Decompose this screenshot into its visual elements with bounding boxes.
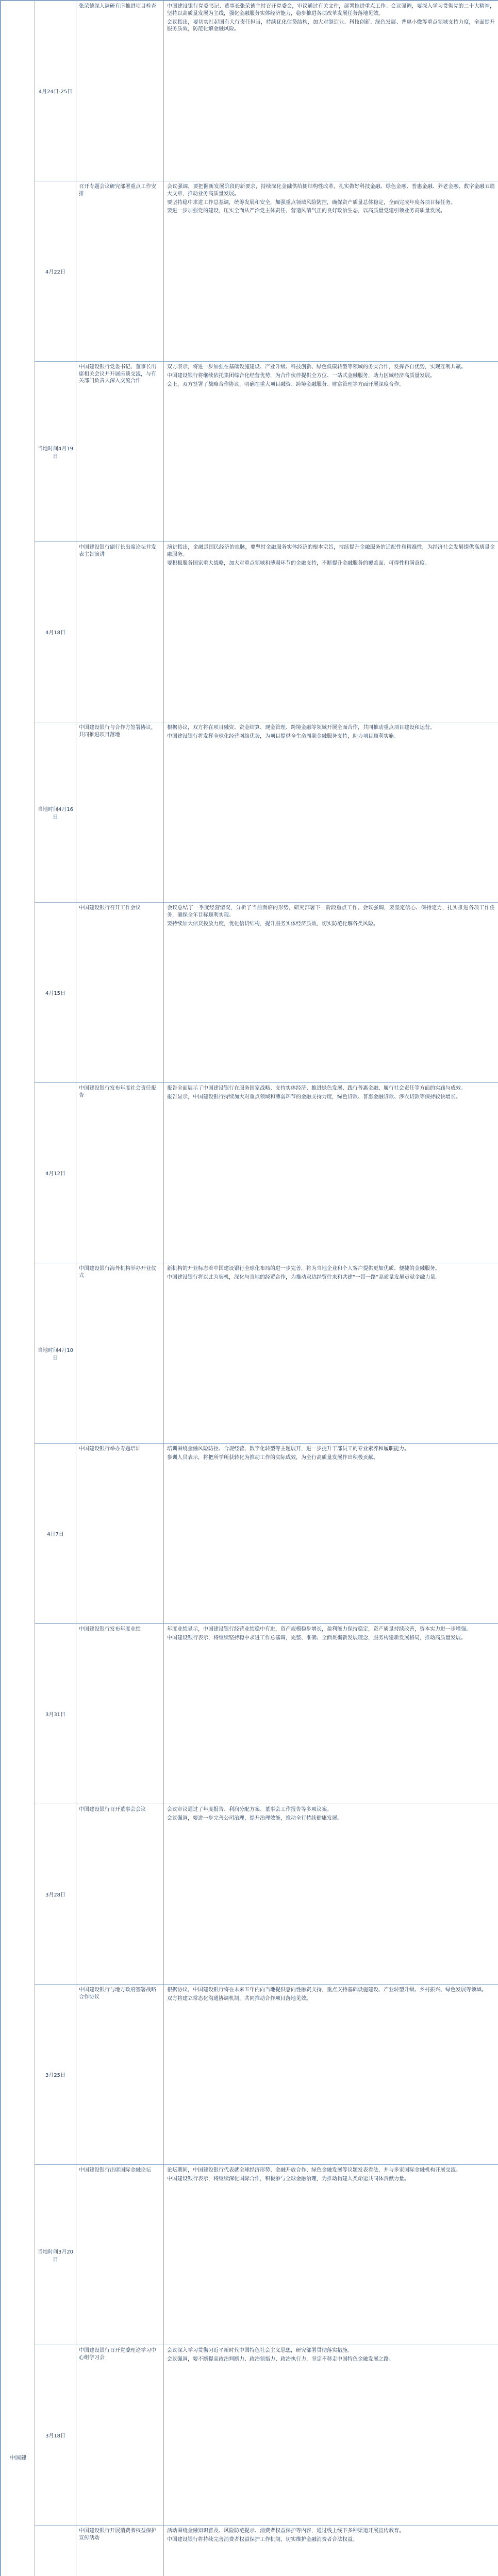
event-cell: 中国建设银行党委书记、董事长出席相关会议并开展座谈交流，与有关部门负责人深入交流合作 xyxy=(76,362,164,541)
content-paragraph: 中国建设银行将发挥全球化经营网络优势，为项目提供全生命周期金融服务支持，助力项目顺利实施。 xyxy=(167,733,399,739)
table-row xyxy=(35,2165,498,2345)
content-paragraph: 会议总结了一季度经营情况，分析了当前面临的形势，研究部署下一阶段重点工作。会议强调，要坚定信心、保持定力，扎实推进各项工作任务，确保全年目标顺利实现。 xyxy=(167,905,495,918)
date-cell xyxy=(35,2526,76,2576)
content-cell xyxy=(164,1,498,181)
table-row xyxy=(35,2526,498,2576)
table-row xyxy=(35,2345,498,2526)
content-paragraph: 会议深入学习贯彻习近平新时代中国特色社会主义思想，研究部署贯彻落实措施。 xyxy=(167,2348,353,2353)
table-row xyxy=(35,1,498,181)
event-cell: 中国建设银行召开党委理论学习中心组学习会 xyxy=(76,2345,164,2525)
event-cell: 中国建设银行与合作方签署协议，共同推进项目落地 xyxy=(76,722,164,902)
date-cell: 当地时间4月19日 xyxy=(35,362,76,541)
date-cell: 3月28日 xyxy=(35,1804,76,1984)
content-paragraph: 双方表示，将进一步加强在基础设施建设、产业升级、科技创新、绿色低碳转型等领域的务实合作，发挥各自优势，实现互利共赢。 xyxy=(167,364,466,370)
content-paragraph: 中国建设银行将持续完善消费者权益保护工作机制，切实维护金融消费者合法权益。 xyxy=(167,2536,358,2543)
event-cell: 中国建设银行发布年度业绩 xyxy=(76,1624,164,1804)
event-cell: 中国建设银行与地方政府签署战略合作协议 xyxy=(76,1985,164,2164)
content-paragraph: 根据协议，中国建设银行将在未来五年内向当地提供意向性融资支持，重点支持基础设施建设、产业转型升级、乡村振兴、绿色发展等领域。 xyxy=(167,1987,487,1993)
table-row xyxy=(35,542,498,722)
content-paragraph: 会议强调，要进一步完善公司治理，提升治理效能，推动全行持续健康发展。 xyxy=(167,1815,342,1821)
date-cell: 4月12日 xyxy=(35,1083,76,1263)
content-paragraph: 要进一步加强党的建设，压实全面从严治党主体责任，营造风清气正的良好政治生态，以高质量党建引领业务高质量发展。 xyxy=(167,208,445,214)
content-paragraph: 中国建设银行将以此为契机，深化与当地的经贸合作，为推动双边经贸往来和共建“一带一路”高质量发展贡献金融力量。 xyxy=(167,1274,441,1280)
content-paragraph: 报告显示，中国建设银行持续加大对重点领域和薄弱环节的金融支持力度，绿色贷款、普惠金融贷款、涉农贷款等保持较快增长。 xyxy=(167,1094,461,1100)
date-cell: 当地时间4月16日 xyxy=(35,722,76,902)
table-row xyxy=(35,1444,498,1624)
content-cell xyxy=(164,1083,498,1263)
category-label: 中国建 xyxy=(9,2454,27,2461)
event-cell: 中国建设银行副行长出席论坛并发表主旨演讲 xyxy=(76,542,164,722)
content-cell xyxy=(164,1263,498,1443)
content-paragraph: 参训人员表示，将把所学所获转化为推动工作的实际成效，为全行高质量发展作出积极贡献。 xyxy=(167,1454,378,1461)
content-paragraph: 要持续加大信贷投放力度，优化信贷结构，提升服务实体经济质效，切实防范化解各类风险。 xyxy=(167,921,378,927)
table-row xyxy=(35,362,498,542)
table-row xyxy=(35,1624,498,1804)
content-paragraph: 活动围绕金融知识普及、风险防范提示、消费者权益保护等内容，通过线上线下多种渠道开展宣传教育。 xyxy=(167,2528,404,2534)
content-paragraph: 会上，双方签署了战略合作协议，明确在重大项目融资、跨境金融服务、财富管理等方面开展深度合作。 xyxy=(167,381,404,387)
table-row xyxy=(35,181,498,362)
content-cell xyxy=(164,903,498,1082)
content-paragraph: 会议指出，要切实扛起国有大行责任担当，持续优化信贷结构，加大对制造业、科技创新、绿色发展、普惠小微等重点领域支持力度，全面提升服务质效，防范化解金融风险。 xyxy=(167,19,495,32)
content-paragraph: 会议强调，要把握新发展阶段的新要求，持续深化金融供给侧结构性改革，扎实做好科技金融、绿色金融、普惠金融、养老金融、数字金融五篇大文章，推动业务高质量发展。 xyxy=(167,184,495,197)
content-paragraph: 新机构的开业标志着中国建设银行全球化布局的进一步完善，将为当地企业和个人客户提供更加优质、便捷的金融服务。 xyxy=(167,1266,440,1272)
event-cell: 中国建设银行召开董事会会议 xyxy=(76,1804,164,1984)
content-paragraph: 根据协议，双方将在项目融资、资金结算、现金管理、跨境金融等领域开展全面合作，共同推动重点项目建设和运营。 xyxy=(167,725,435,731)
date-cell: 3月25日 xyxy=(35,1985,76,2164)
date-cell: 4月15日 xyxy=(35,903,76,1082)
table-row xyxy=(35,1083,498,1263)
content-paragraph: 双方将建立常态化沟通协调机制，共同推动合作项目落地见效。 xyxy=(167,1995,311,2002)
event-cell: 中国建设银行出席国际金融论坛 xyxy=(76,2165,164,2345)
content-paragraph: 年度业绩显示，中国建设银行经营业绩稳中有进，资产规模稳步增长，盈利能力保持稳定，资产质量持续改善，资本实力进一步增强。 xyxy=(167,1626,471,1632)
content-paragraph: 会议审议通过了年度报告、利润分配方案、董事会工作报告等多项议案。 xyxy=(167,1807,332,1812)
content-paragraph: 要积极服务国家重大战略，加大对重点领域和薄弱环节的金融支持，不断提升金融服务的覆盖面、可得性和满意度。 xyxy=(167,560,430,566)
table-row xyxy=(35,903,498,1083)
content-cell xyxy=(164,542,498,722)
content-paragraph: 演讲指出，金融是国民经济的血脉，要坚持金融服务实体经济的根本宗旨，持续提升金融服务的适配性和精准性，为经济社会发展提供高质量金融服务。 xyxy=(167,545,495,557)
event-cell: 中国建设银行海外机构举办开业仪式 xyxy=(76,1263,164,1443)
event-cell: 中国建设银行召开工作会议 xyxy=(76,903,164,1082)
table-row xyxy=(35,722,498,903)
date-cell: 当地时间3月20日 xyxy=(35,2165,76,2345)
table-row xyxy=(35,1985,498,2165)
content-paragraph: 中国建设银行表示，将继续坚持稳中求进工作总基调，完整、准确、全面贯彻新发展理念，服务构建新发展格局，推动高质量发展。 xyxy=(167,1635,466,1641)
content-cell xyxy=(164,2526,498,2576)
content-paragraph: 论坛期间，中国建设银行代表就全球经济形势、金融开放合作、绿色金融发展等议题发表看法，并与多家国际金融机构开展交流。 xyxy=(167,2167,461,2173)
content-cell xyxy=(164,1804,498,1984)
content-paragraph: 要坚持稳中求进工作总基调，统筹发展和安全，加强重点领域风险防控，确保资产质量总体稳定，全面完成年度各项目标任务。 xyxy=(167,199,456,206)
content-cell xyxy=(164,2345,498,2525)
content-paragraph: 中国建设银行表示，将继续深化国际合作，积极参与全球金融治理，为推动构建人类命运共同体贡献力量。 xyxy=(167,2176,409,2182)
event-cell: 中国建设银行开展消费者权益保护宣传活动 xyxy=(76,2526,164,2576)
event-cell: 中国建设银行举办专题培训 xyxy=(76,1444,164,1623)
category-column xyxy=(1,1,35,2576)
date-cell: 当地时间4月10日 xyxy=(35,1263,76,1443)
content-paragraph: 中国建设银行将继续依托集团综合化经营优势，为合作伙伴提供全方位、一站式金融服务，助力区域经济高质量发展。 xyxy=(167,372,435,379)
content-cell xyxy=(164,1444,498,1623)
content-cell xyxy=(164,1985,498,2164)
event-cell: 召开专题会议研究部署重点工作安排 xyxy=(76,181,164,361)
date-cell: 4月7日 xyxy=(35,1444,76,1623)
table-row xyxy=(35,1263,498,1444)
event-table xyxy=(35,1,498,2576)
content-cell xyxy=(164,1624,498,1804)
date-cell: 4月24日-25日 xyxy=(35,1,76,181)
content-paragraph: 中国建设银行党委书记、董事长张荣德主持召开党委会，审议通过有关文件，部署推进重点工作。会议强调，要深入学习贯彻党的二十大精神，坚持以高质量发展为主线，强化金融服务实体经济能力，稳步推进各项改革发展任务落地见效。 xyxy=(167,4,495,16)
content-paragraph: 培训围绕金融风险防控、合规经营、数字化转型等主题展开，进一步提升干部员工的专业素养和履职能力。 xyxy=(167,1446,409,1452)
content-cell xyxy=(164,722,498,902)
date-cell: 4月18日 xyxy=(35,542,76,722)
content-paragraph: 报告全面展示了中国建设银行在服务国家战略、支持实体经济、推进绿色发展、践行普惠金融、履行社会责任等方面的实践与成效。 xyxy=(167,1086,466,1091)
content-cell xyxy=(164,181,498,361)
content-cell xyxy=(164,2165,498,2345)
date-cell: 3月18日 xyxy=(35,2345,76,2525)
content-cell xyxy=(164,362,498,541)
event-cell: 张荣德深入调研有序推进项目检查 xyxy=(76,1,164,181)
table-row xyxy=(35,1804,498,1985)
date-cell: 3月31日 xyxy=(35,1624,76,1804)
date-cell: 4月22日 xyxy=(35,181,76,361)
content-paragraph: 会议强调，要不断提高政治判断力、政治领悟力、政治执行力，坚定不移走中国特色金融发展之路。 xyxy=(167,2356,394,2362)
event-cell: 中国建设银行发布年度社会责任报告 xyxy=(76,1083,164,1263)
